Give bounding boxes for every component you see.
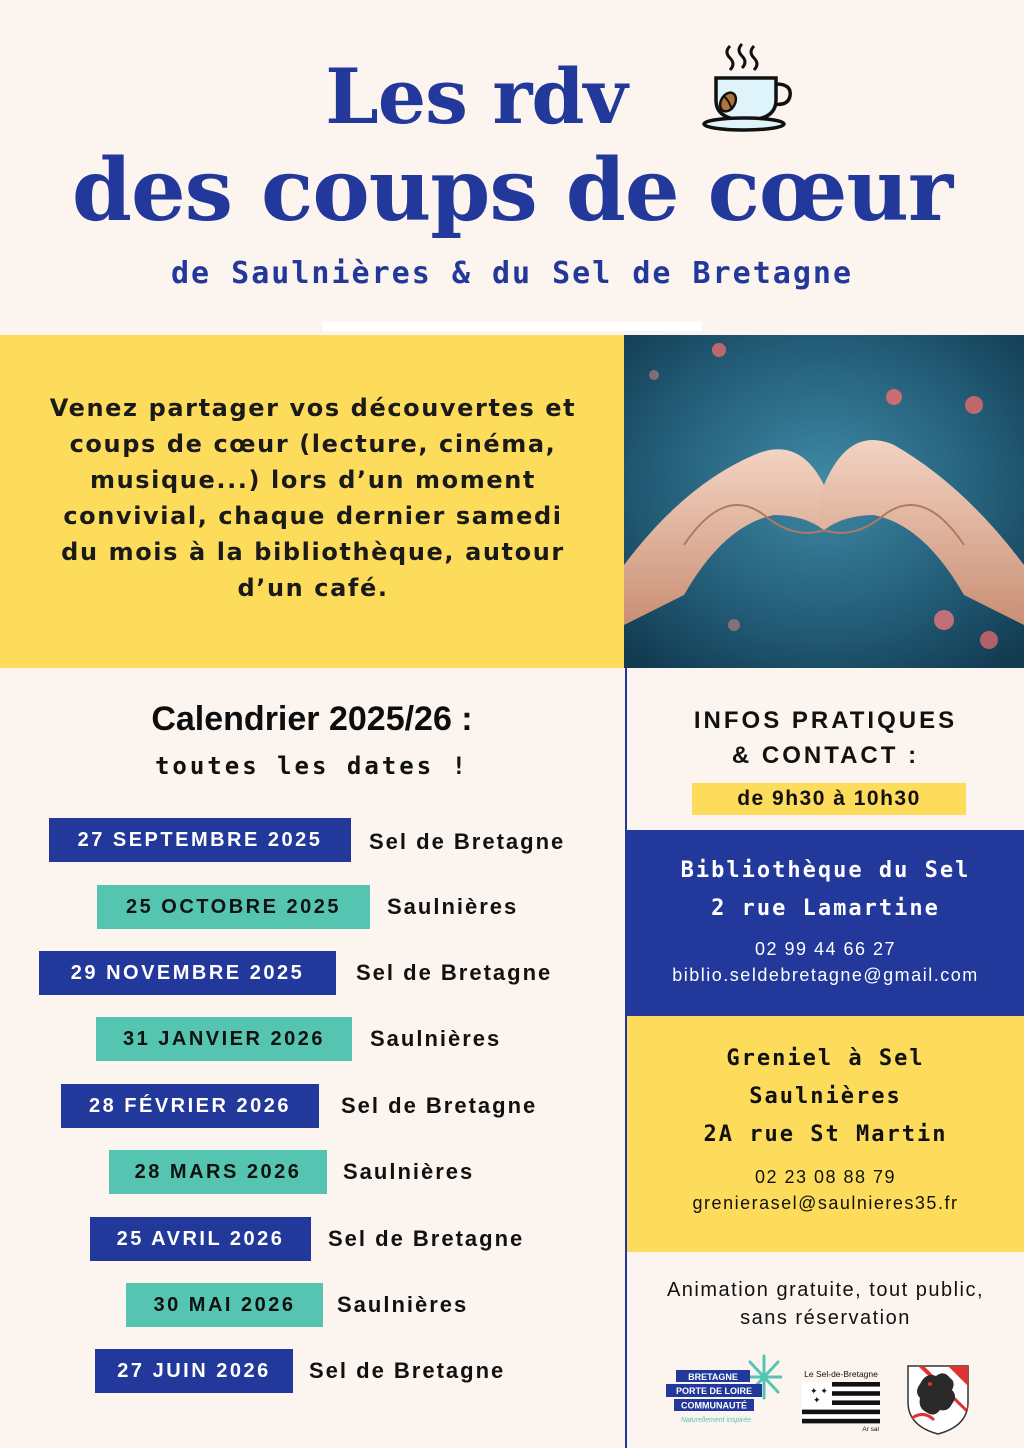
greniel-email[interactable]: grenierasel@saulnieres35.fr [692, 1193, 959, 1213]
library-email[interactable]: biblio.seldebretagne@gmail.com [672, 965, 979, 985]
date-badge: 29 NOVEMBRE 2025 [39, 951, 336, 995]
svg-text:✦ ✦: ✦ ✦ [810, 1387, 828, 1397]
svg-text:✦: ✦ [813, 1396, 821, 1406]
hours-badge: de 9h30 à 10h30 [692, 783, 966, 815]
date-badge: 27 SEPTEMBRE 2025 [49, 818, 351, 862]
svg-text:PORTE DE LOIRE: PORTE DE LOIRE [675, 1386, 753, 1396]
date-badge: 25 AVRIL 2026 [90, 1217, 311, 1261]
bretagne-porte-de-loire-logo [664, 1352, 782, 1430]
date-place: Sel de Bretagne [369, 829, 566, 854]
date-place: Sel de Bretagne [341, 1093, 538, 1118]
svg-text:COMMUNAUTÉ: COMMUNAUTÉ [681, 1400, 747, 1411]
coffee-cup-icon [698, 40, 798, 136]
divider-line [322, 322, 702, 331]
library-block [627, 830, 1024, 1016]
intro-text: Venez partager vos découvertes et coups de cœur (lecture, cinéma, musique...) lors d’un moment convivial, chaque dernier samedi du mois à la bibliothèque, autour d’un café. [49, 394, 577, 602]
title-line-1: Les rdv [325, 52, 627, 141]
date-place: Saulnières [337, 1292, 469, 1317]
date-place: Sel de Bretagne [356, 960, 553, 985]
svg-text:BRETAGNE: BRETAGNE [688, 1372, 738, 1382]
library-name: Bibliothèque du Sel [680, 858, 971, 883]
date-badge: 28 MARS 2026 [109, 1150, 327, 1194]
animation-note [627, 1276, 1024, 1332]
saulnieres-crest-logo [904, 1362, 972, 1436]
animation-line-1: Animation gratuite, tout public, [666, 1279, 985, 1301]
svg-text:Ar sal: Ar sal [862, 1426, 879, 1432]
date-place: Saulnières [343, 1159, 475, 1184]
calendar-subtitle: toutes les dates ! [154, 752, 470, 780]
date-place: Sel de Bretagne [309, 1358, 506, 1383]
sel-de-bretagne-logo [800, 1368, 882, 1432]
svg-text:Le Sel-de-Bretagne: Le Sel-de-Bretagne [804, 1369, 878, 1379]
greniel-block [627, 1016, 1024, 1252]
date-place: Sel de Bretagne [328, 1226, 525, 1251]
info-title [627, 703, 1024, 773]
subtitle: de Saulnières & du Sel de Bretagne [170, 256, 854, 291]
svg-text:Naturellement inspirée: Naturellement inspirée [680, 1417, 752, 1424]
info-title-line-1: INFOS PRATIQUES [693, 707, 958, 734]
title-line-2: des coups de cœur [71, 140, 953, 241]
greniel-name-line-1: Greniel à Sel [726, 1046, 925, 1071]
calendar-title: Calendrier 2025/26 : [151, 700, 473, 738]
greniel-phone[interactable]: 02 23 08 88 79 [754, 1167, 897, 1187]
info-title-line-2: & CONTACT : [731, 742, 920, 769]
date-badge: 28 FÉVRIER 2026 [61, 1084, 319, 1128]
date-place: Saulnières [370, 1026, 502, 1051]
date-badge: 25 OCTOBRE 2025 [97, 885, 370, 929]
date-place: Saulnières [387, 894, 519, 919]
library-phone[interactable]: 02 99 44 66 27 [754, 939, 897, 959]
library-address: 2 rue Lamartine [711, 896, 940, 921]
animation-line-2: sans réservation [740, 1307, 911, 1329]
date-badge: 30 MAI 2026 [126, 1283, 323, 1327]
greniel-address: 2A rue St Martin [703, 1122, 948, 1147]
heart-hands-photo [624, 335, 1024, 668]
greniel-name-line-2: Saulnières [749, 1084, 902, 1109]
date-badge: 31 JANVIER 2026 [96, 1017, 352, 1061]
date-badge: 27 JUIN 2026 [95, 1349, 293, 1393]
